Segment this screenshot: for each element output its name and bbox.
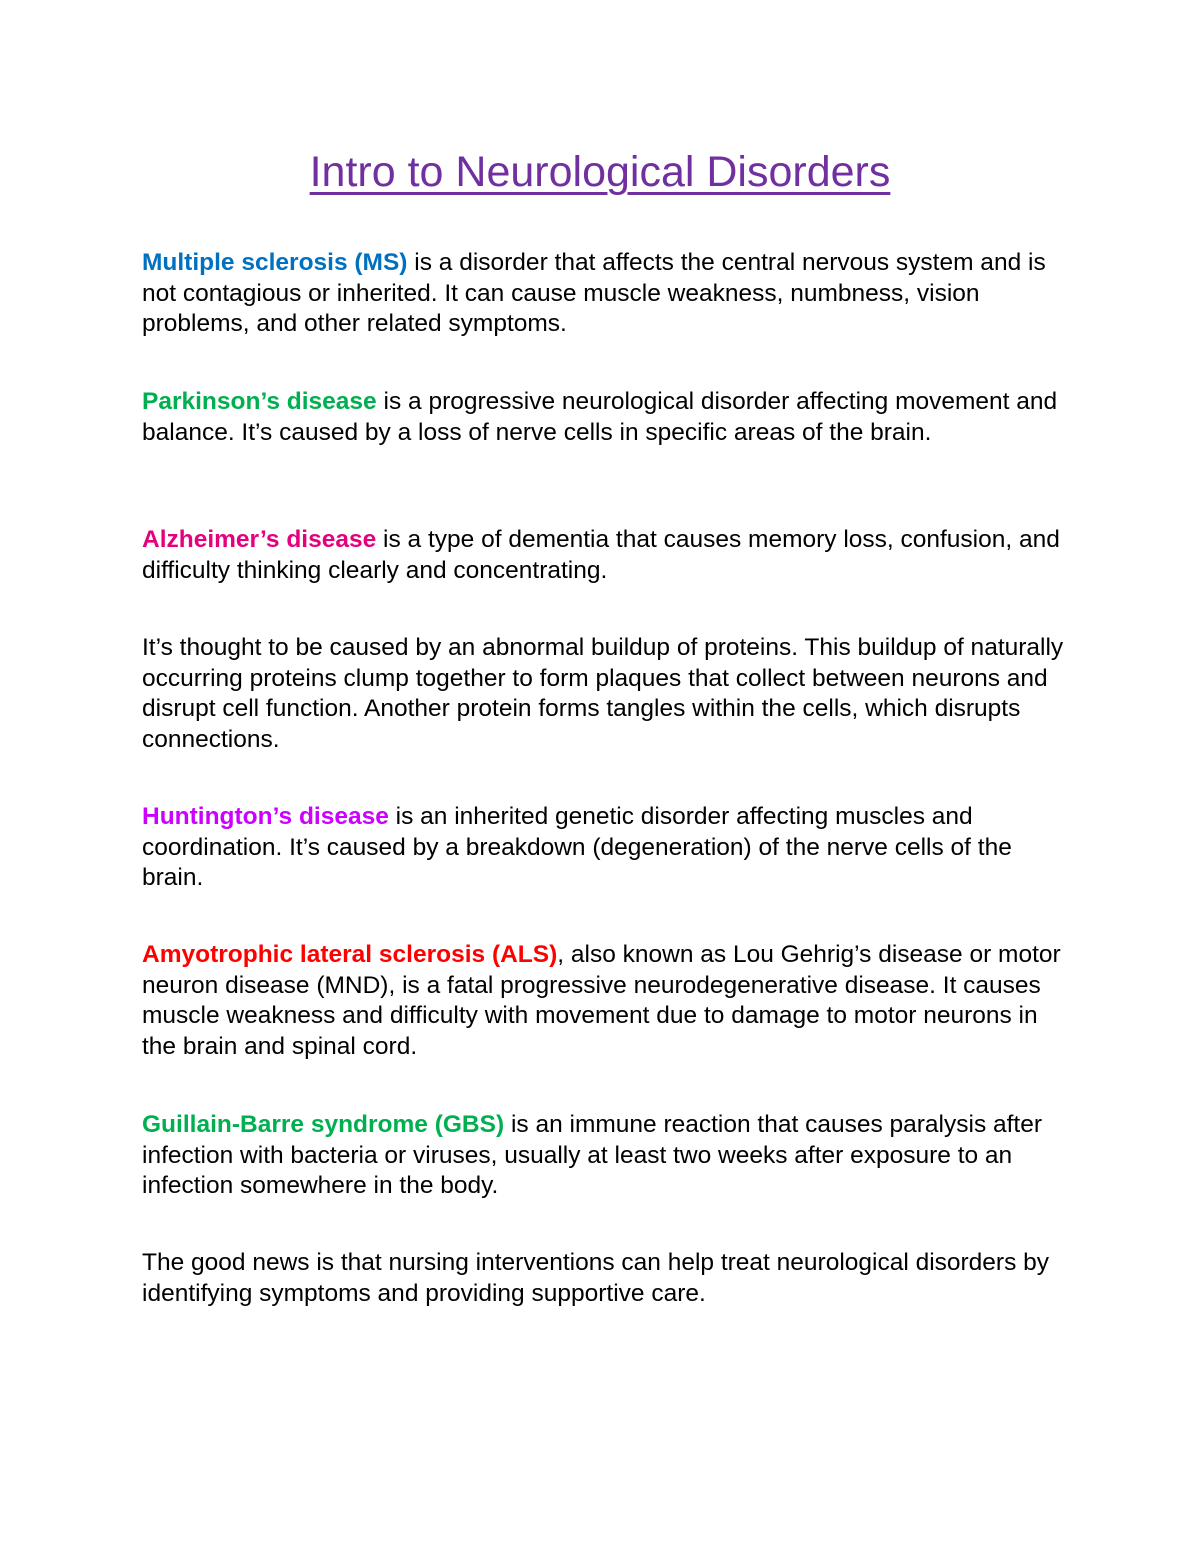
paragraph-nursing-interventions (142, 1248, 1072, 1309)
paragraph-ms (142, 248, 1072, 340)
paragraph-text: is an immune reaction that causes paralysis after infection with bacteria or viruses, usually at least two weeks after exposure to an infection somewhere in the body. (142, 1111, 1043, 1199)
paragraph-gbs (142, 1110, 1072, 1202)
term-amyotrophic-lateral-sclerosis: Amyotrophic lateral sclerosis (ALS) (142, 941, 558, 968)
paragraph-als (142, 940, 1072, 1062)
paragraph-alzheimers-cause (142, 633, 1072, 755)
paragraph-alzheimers (142, 525, 1072, 586)
term-parkinsons-disease: Parkinson’s disease (142, 388, 377, 415)
paragraph-text: is a disorder that affects the central nervous system and is not contagious or inherited. It can cause muscle weakness, numbness, vision problems, and other related symptoms. (142, 249, 1046, 337)
paragraph-text: It’s thought to be caused by an abnormal buildup of proteins. This buildup of naturally occurring proteins clump together to form plaques that collect between neurons and disrupt cell function. Another protein forms tangles within the cells, which disrupts connections. (142, 634, 1064, 753)
paragraph-text: , also known as Lou Gehrig’s disease or motor neuron disease (MND), is a fatal progressive neurodegenerative disease. It causes muscle weakness and difficulty with movement due to damage to motor neurons in the brain and spinal cord. (142, 941, 1061, 1060)
paragraph-huntingtons (142, 802, 1072, 894)
term-alzheimers-disease: Alzheimer’s disease (142, 526, 377, 553)
paragraph-text: The good news is that nursing interventions can help treat neurological disorders by identifying symptoms and providing supportive care. (142, 1249, 1050, 1307)
term-guillain-barre-syndrome: Guillain-Barre syndrome (GBS) (142, 1111, 505, 1138)
term-huntingtons-disease: Huntington’s disease (142, 803, 389, 830)
paragraph-parkinsons (142, 387, 1072, 448)
page-title: Intro to Neurological Disorders (309, 148, 891, 196)
term-multiple-sclerosis: Multiple sclerosis (MS) (142, 249, 408, 276)
paragraph-text: is a progressive neurological disorder affecting movement and balance. It’s caused by a loss of nerve cells in specific areas of the brain. (142, 388, 1058, 446)
paragraph-text: is a type of dementia that causes memory loss, confusion, and difficulty thinking clearly and concentrating. (142, 526, 1060, 584)
paragraph-text: is an inherited genetic disorder affecting muscles and coordination. It’s caused by a breakdown (degeneration) of the nerve cells of the brain. (142, 803, 1012, 891)
